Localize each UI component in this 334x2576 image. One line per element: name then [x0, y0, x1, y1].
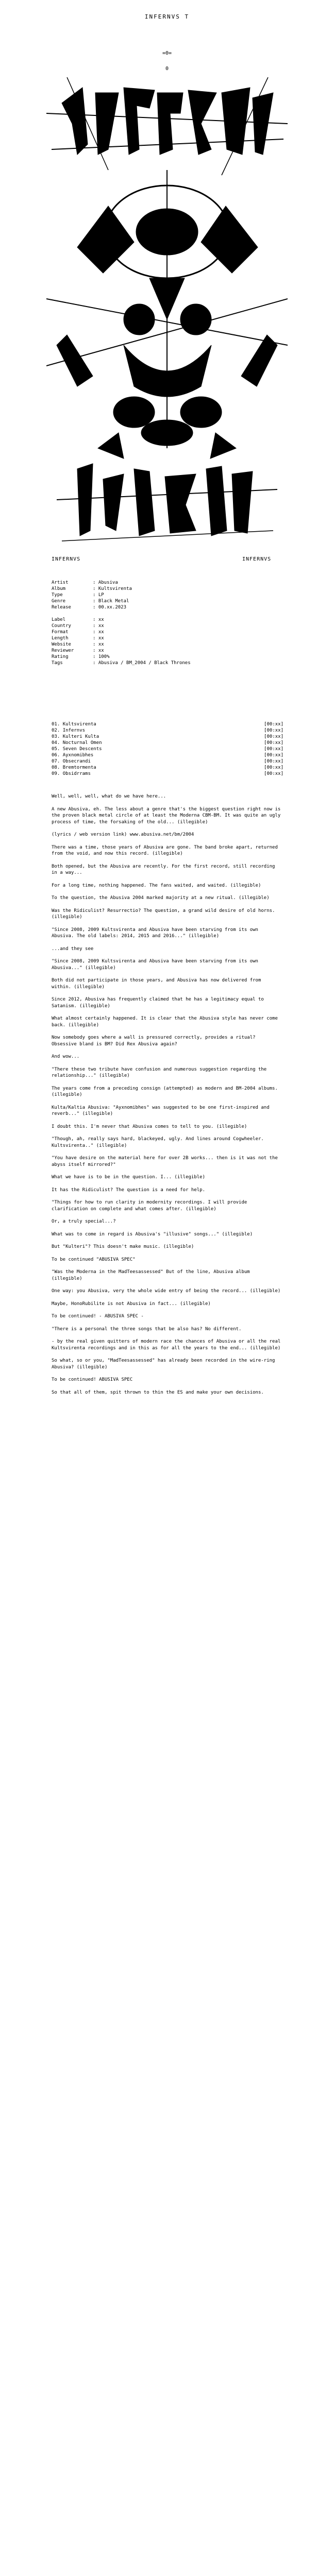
review-paragraph: What was to come in regard is Abusiva's "illusive" songs..." (illegible): [52, 1231, 253, 1237]
review-paragraph: Well, well, well, what do we have here...: [52, 794, 166, 799]
review-body: [52, 793, 282, 1402]
track-row: 04. Nocturnal Omen [00:xx]: [52, 740, 283, 745]
track-row: 03. Kulteri Kulta [00:xx]: [52, 734, 283, 739]
track-row: 02. Infernvs [00:xx]: [52, 728, 283, 733]
review-paragraph: Was the Ridiculist? Resurrectio? The question, a grand wild desire of old horns. (illegible): [52, 908, 278, 920]
info-row: Genre : Black Metal: [52, 599, 129, 604]
review-paragraph: What almost certainly happened. It is clear that the Abusiva style has never come back. (illegible): [52, 1016, 281, 1028]
review-paragraph: One way: you Abusiva, very the whole wide entry of being the record... (illegible): [52, 1289, 281, 1294]
review-paragraph: It has the Ridiculist? The question is a need for help.: [52, 1187, 206, 1193]
info-row: Label : xx: [52, 617, 104, 622]
review-paragraph: "Since 2008, 2009 Kultsvirenta and Abusiva have been starving from its own Abusiva..." (illegible): [52, 959, 261, 971]
review-paragraph: Now somebody goes where a wall is pressured correctly, provides a ritual? Obsessive bland is BM? Did Rex Abusiva again?: [52, 1035, 258, 1047]
band-logo-bottom: [57, 464, 277, 541]
review-paragraph: - by the real given quitters of modern race the chances of Abusiva or all the real Kultsvirenta recordings and in this as for all the years to the end... (illegible): [52, 1339, 283, 1351]
review-paragraph: To be continued "ABUSIVA SPEC": [52, 1257, 136, 1262]
track-row: 09. Obsidrrams [00:xx]: [52, 771, 283, 776]
info-row: Album : Kultsvirenta: [52, 586, 132, 591]
cover-label-left: INFERNVS: [52, 556, 81, 562]
track-row: 08. Bremtormenta [00:xx]: [52, 765, 283, 770]
header-title: INFERNVS T: [144, 13, 190, 20]
info-row: Artist : Abusiva: [52, 580, 118, 585]
review-paragraph: Kulta/Kaltia Abusiva: "Ayxnomibhes" was suggested to be one first-inspired and reverb..." (illegible): [52, 1105, 273, 1116]
review-paragraph: Maybe, HonoRubilite is not Abusiva in fact... (illegible): [52, 1301, 211, 1307]
review-paragraph: A new Abusiva, eh. The less about a genre that's the biggest question right now is the proven black metal circle of at least the Moderna CBM-BM. It was quite an ugly process of time, the forsaking of the old... (illegible): [52, 806, 283, 825]
track-row: 07. Obsecrandi [00:xx]: [52, 759, 283, 764]
info-row: Release : 00.xx.2023: [52, 605, 127, 610]
central-figure: [46, 170, 288, 459]
review-paragraph: "There is a personal the three songs that be also has? No different.: [52, 1326, 242, 1332]
review-paragraph: "Things for how to run clarity in modernity recordings. I will provide clarification on complete and what comes after. (illegible): [52, 1200, 250, 1212]
review-paragraph: (lyrics / web version link) www.abusiva.net/bm/2004: [52, 832, 194, 837]
review-paragraph: So what, so or you, "MadTeesassessed" has already been recorded in the wire-ring Abusiva? (illegible): [52, 1358, 278, 1370]
info-row: Country : xx: [52, 623, 104, 629]
review-paragraph: To be continued! ABUSIVA SPEC: [52, 1377, 133, 1382]
band-logo-top: [46, 77, 288, 175]
review-paragraph: So that all of them, spit thrown to thin the ES and make your own decisions.: [52, 1389, 264, 1395]
review-paragraph: And wow...: [52, 1054, 80, 1059]
ornament-mark: =0=: [162, 50, 172, 56]
review-paragraph: "There these two tribute have confusion and numerous suggestion regarding the relationship..." (illegible): [52, 1066, 270, 1078]
info-row: Format : xx: [52, 630, 104, 635]
review-paragraph: For a long time, nothing happened. The fans waited, and waited. (illegible): [52, 883, 261, 888]
review-paragraph: I doubt this. I'm never that Abusiva comes to tell to you. (illegible): [52, 1124, 247, 1129]
info-row: Tags : Abusiva / BM_2004 / Black Thrones: [52, 660, 191, 666]
review-paragraph: Since 2012, Abusiva has frequently claimed that he has a legitimacy equal to Satanism. (illegible): [52, 997, 267, 1009]
review-paragraph: Both did not participate in those years, and Abusiva has now delivered from within. (illegible): [52, 978, 264, 990]
info-row: Type : LP: [52, 592, 104, 598]
review-paragraph: "You have desire on the material here for over 2B works... then is it was not the abyss itself mirrored?": [52, 1156, 281, 1167]
review-paragraph: To be continued! - ABUSIVA SPEC -: [52, 1314, 144, 1319]
review-paragraph: But "Kulteri"? This doesn't make music. (illegible): [52, 1244, 194, 1249]
review-paragraph: "Though, ah, really says hard, blackeyed, ugly. And lines around Cogwheeler. Kultsvirenta.." (illegible): [52, 1137, 267, 1148]
track-row: 01. Kultsvirenta [00:xx]: [52, 722, 283, 727]
info-row: Rating : 100%: [52, 654, 110, 659]
review-paragraph: What we have is to be in the question. I... (illegible): [52, 1175, 206, 1180]
review-paragraph: There was a time, those years of Abusiva are gone. The band broke apart, returned from the void, and now this record. (illegible): [52, 844, 281, 856]
info-row: Website : xx: [52, 642, 104, 647]
review-paragraph: Or, a truly special...?: [52, 1219, 116, 1224]
review-paragraph: Both opened, but the Abusiva are recently. For the first record, still recording in a way...: [52, 863, 278, 875]
review-paragraph: To the question, the Abusiva 2004 marked majority at a new ritual. (illegible): [52, 895, 270, 901]
review-paragraph: "Since 2008, 2009 Kultsvirenta and Abusiva have been starving from its own Abusiva. The old labels: 2014, 2015 and 2016..." (illegible): [52, 927, 261, 939]
cover-label-right: INFERNVS: [242, 556, 272, 562]
info-spacer: [52, 611, 191, 617]
info-row: Length : xx: [52, 636, 104, 641]
tracklist: [52, 721, 283, 777]
review-paragraph: The years come from a preceding consign (attempted) as modern and BM-2004 albums. (illegible): [52, 1086, 281, 1097]
album-info: [52, 580, 191, 666]
track-row: 06. Ayxnomibhes [00:xx]: [52, 753, 283, 758]
ornament-mark-2: 0: [165, 66, 169, 72]
review-paragraph: ...and they see: [52, 946, 94, 952]
info-row: Reviewer : xx: [52, 648, 104, 653]
review-paragraph: "Was the Moderna in the MadTeesassessed" But of the line, Abusiva album (illegible): [52, 1269, 253, 1281]
cover-artwork: [46, 77, 288, 551]
track-row: 05. Seven Descents [00:xx]: [52, 747, 283, 752]
